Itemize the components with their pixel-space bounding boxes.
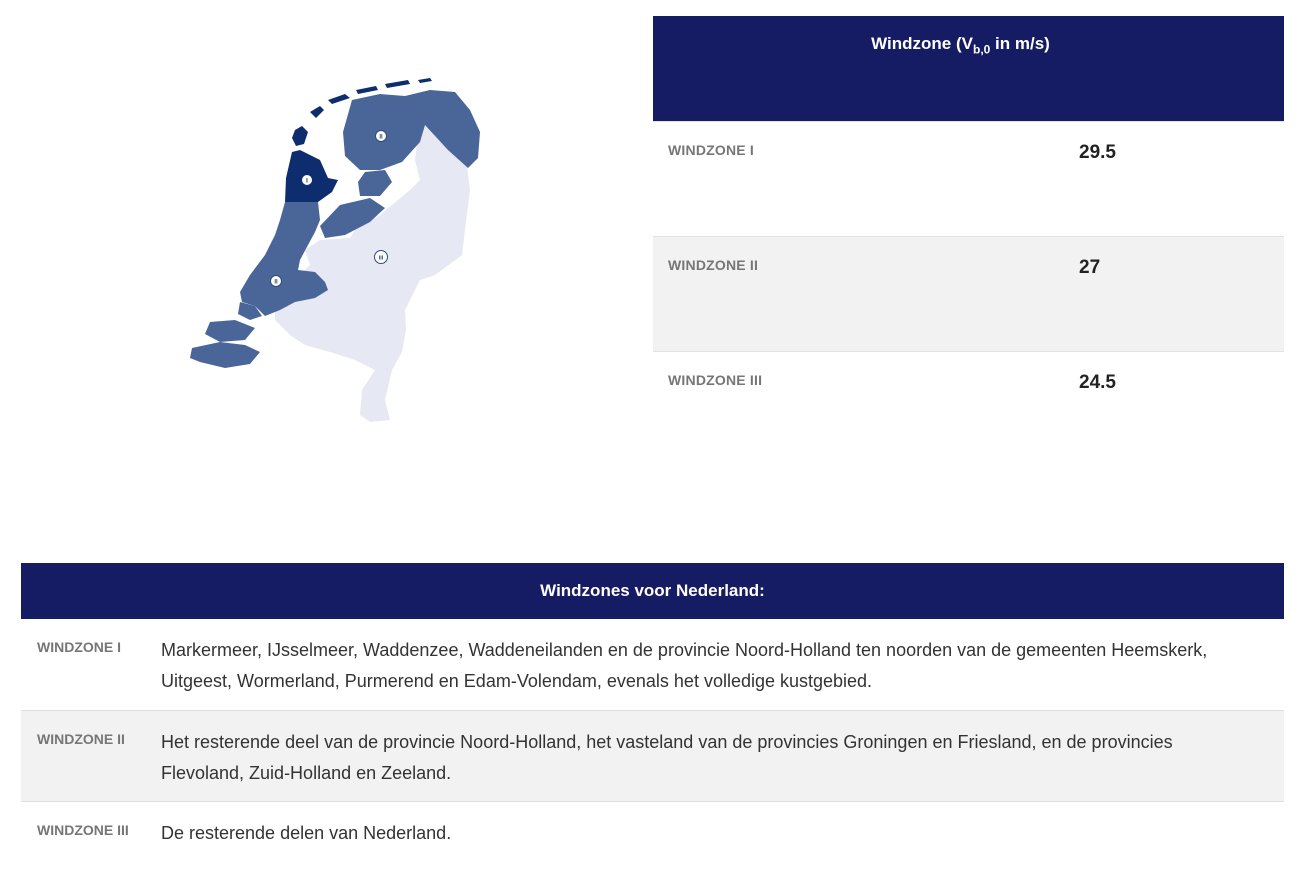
speed-row-zone-iii	[653, 351, 1284, 466]
speed-table-header	[653, 16, 1284, 121]
zone-description: Markermeer, IJsselmeer, Waddenzee, Waddeneilanden en de provincie Noord-Holland ten noorden van de gemeenten Heemskerk, Uitgeest, Wormerland, Purmerend en Edam-Volendam, evenals het volledige kustgebied.	[161, 640, 1208, 691]
windzone-speed-table	[653, 16, 1284, 466]
svg-text:II: II	[379, 134, 383, 141]
description-row-zone-ii	[21, 710, 1284, 801]
speed-row-zone-i	[653, 121, 1284, 236]
zone-description: Het resterende deel van de provincie Noord-Holland, het vasteland van de provincies Groningen en Friesland, en de provincies Flevoland, Zuid-Holland en Zeeland.	[161, 732, 1173, 783]
zone-ii-flevoland-area	[358, 170, 392, 196]
speed-row-zone-ii	[653, 236, 1284, 351]
svg-text:I: I	[306, 178, 308, 185]
windzone-description-table	[21, 563, 1284, 872]
wadden-island-ameland	[356, 86, 378, 94]
description-table-title: Windzones voor Nederland:	[21, 563, 1284, 619]
zone-label: WINDZONE I	[37, 639, 121, 655]
zone-ii-zeeland-3	[190, 342, 260, 368]
description-row-zone-iii	[21, 801, 1284, 872]
marker-zone-i	[302, 175, 313, 186]
windzone-map	[180, 70, 500, 430]
marker-zone-ii-south	[271, 276, 282, 287]
marker-zone-ii-north	[376, 131, 387, 142]
zone-label: WINDZONE II	[37, 731, 125, 747]
svg-text:II: II	[274, 279, 278, 286]
zone-label: WINDZONE III	[668, 372, 763, 388]
zone-i-area	[285, 150, 338, 202]
speed-table-header-title: Windzone ($V_{b,0}$ in m/s)	[871, 34, 1050, 57]
zone-ii-zeeland-1	[205, 320, 255, 342]
netherlands-map-graphic	[180, 70, 500, 430]
zone-label: WINDZONE I	[668, 142, 754, 158]
svg-text:III: III	[378, 255, 384, 262]
wadden-island-rottumeroog	[418, 78, 432, 83]
wadden-island-vlieland	[310, 106, 324, 118]
marker-zone-iii	[375, 251, 388, 264]
zone-ii-north-area	[343, 90, 480, 170]
speed-table-header-subscript: b,0	[972, 42, 991, 57]
description-row-zone-i	[21, 619, 1284, 710]
wadden-island-schiermonnikoog	[385, 80, 410, 88]
zone-speed-value: 24.5	[1079, 372, 1116, 393]
zone-label: WINDZONE II	[668, 257, 759, 273]
wadden-island-terschelling	[328, 94, 350, 104]
wadden-island-texel	[292, 126, 308, 146]
zone-speed-value: 27	[1079, 257, 1101, 278]
zone-description: De resterende delen van Nederland.	[161, 823, 452, 843]
zone-label: WINDZONE III	[37, 822, 129, 838]
zone-speed-value: 29.5	[1079, 142, 1116, 163]
